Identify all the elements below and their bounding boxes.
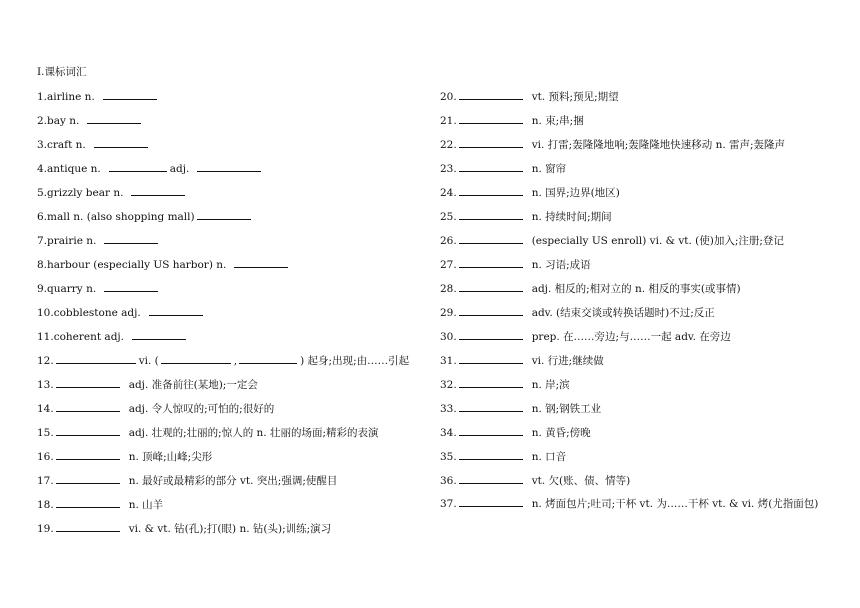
vocab-item-27: 27. n. 习语;成语	[440, 256, 822, 280]
vocab-item-5: 5.grizzly bear n.	[37, 184, 429, 208]
answer-blank[interactable]	[459, 424, 523, 436]
answer-blank[interactable]	[459, 328, 523, 340]
answer-blank[interactable]	[56, 352, 136, 364]
answer-blank[interactable]	[459, 160, 523, 172]
answer-blank[interactable]	[56, 376, 120, 388]
answer-blank[interactable]	[161, 352, 231, 364]
vocab-item-10: 10.cobblestone adj.	[37, 304, 429, 328]
answer-blank[interactable]	[131, 184, 185, 196]
vocab-item-3: 3.craft n.	[37, 136, 429, 160]
answer-blank[interactable]	[459, 472, 523, 484]
vocab-item-4: 4.antique n. adj.	[37, 160, 429, 184]
vocab-item-16: 16. n. 顶峰;山峰;尖形	[37, 448, 429, 472]
vocab-item-8: 8.harbour (especially US harbor) n.	[37, 256, 429, 280]
answer-blank[interactable]	[459, 352, 523, 364]
answer-blank[interactable]	[56, 424, 120, 436]
answer-blank[interactable]	[459, 208, 523, 220]
vocab-item-24: 24. n. 国界;边界(地区)	[440, 184, 822, 208]
vocab-item-34: 34. n. 黄昏;傍晚	[440, 424, 822, 448]
answer-blank[interactable]	[459, 304, 523, 316]
vocab-item-28: 28. adj. 相反的;相对立的 n. 相反的事实(或事情)	[440, 280, 822, 304]
vocab-item-17: 17. n. 最好或最精彩的部分 vt. 突出;强调;使醒目	[37, 472, 429, 496]
vocab-item-14: 14. adj. 令人惊叹的;可怕的;很好的	[37, 400, 429, 424]
answer-blank[interactable]	[459, 448, 523, 460]
vocab-item-19: 19. vi. & vt. 钻(孔);打(眼) n. 钻(头);训练;演习	[37, 520, 429, 544]
answer-blank[interactable]	[197, 208, 251, 220]
answer-blank[interactable]	[109, 160, 167, 172]
answer-blank[interactable]	[197, 160, 261, 172]
answer-blank[interactable]	[459, 280, 523, 292]
vocab-item-20: 20. vt. 预料;预见;期望	[440, 88, 822, 112]
answer-blank[interactable]	[459, 495, 523, 507]
answer-blank[interactable]	[56, 472, 120, 484]
vocab-item-15: 15. adj. 壮观的;壮丽的;惊人的 n. 壮丽的场面;精彩的表演	[37, 424, 429, 448]
answer-blank[interactable]	[104, 280, 158, 292]
vocab-item-13: 13. adj. 准备前往(某地);一定会	[37, 376, 429, 400]
vocab-item-33: 33. n. 钢;钢铁工业	[440, 400, 822, 424]
left-column	[37, 64, 429, 544]
answer-blank[interactable]	[56, 400, 120, 412]
answer-blank[interactable]	[459, 376, 523, 388]
vocab-item-31: 31. vi. 行进;继续做	[440, 352, 822, 376]
vocab-item-32: 32. n. 岸;滨	[440, 376, 822, 400]
right-column	[440, 88, 822, 540]
vocab-item-1: 1.airline n.	[37, 88, 429, 112]
vocab-item-23: 23. n. 窗帘	[440, 160, 822, 184]
answer-blank[interactable]	[459, 400, 523, 412]
answer-blank[interactable]	[87, 112, 141, 124]
vocab-item-21: 21. n. 束;串;捆	[440, 112, 822, 136]
answer-blank[interactable]	[103, 88, 157, 100]
answer-blank[interactable]	[459, 232, 523, 244]
vocab-item-35: 35. n. 口音	[440, 448, 822, 472]
vocab-item-6: 6.mall n. (also shopping mall)	[37, 208, 429, 232]
answer-blank[interactable]	[234, 256, 288, 268]
answer-blank[interactable]	[459, 88, 523, 100]
answer-blank[interactable]	[459, 136, 523, 148]
answer-blank[interactable]	[104, 232, 158, 244]
answer-blank[interactable]	[56, 520, 120, 532]
section-title: Ⅰ.课标词汇	[37, 66, 87, 78]
vocab-item-18: 18. n. 山羊	[37, 496, 429, 520]
vocab-item-30: 30. prep. 在……旁边;与……一起 adv. 在旁边	[440, 328, 822, 352]
answer-blank[interactable]	[56, 496, 120, 508]
answer-blank[interactable]	[94, 136, 148, 148]
vocab-item-29: 29. adv. (结束交谈或转换话题时)不过;反正	[440, 304, 822, 328]
answer-blank[interactable]	[239, 352, 297, 364]
vocab-item-22: 22. vi. 打雷;轰隆隆地响;轰隆隆地快速移动 n. 雷声;轰隆声	[440, 136, 822, 160]
vocab-item-37: 37. n. 烤面包片;吐司;干杯 vt. 为……干杯 vt. & vi. 烤(尤指面包)	[440, 492, 822, 540]
answer-blank[interactable]	[149, 304, 203, 316]
vocab-item-9: 9.quarry n.	[37, 280, 429, 304]
vocab-item-36: 36. vt. 欠(账、债、情等)	[440, 472, 822, 496]
vocab-item-25: 25. n. 持续时间;期间	[440, 208, 822, 232]
vocab-item-2: 2.bay n.	[37, 112, 429, 136]
answer-blank[interactable]	[459, 184, 523, 196]
answer-blank[interactable]	[56, 448, 120, 460]
vocab-item-7: 7.prairie n.	[37, 232, 429, 256]
answer-blank[interactable]	[459, 112, 523, 124]
vocab-item-12: 12. vi. ( , ) 起身;出现;由……引起	[37, 352, 429, 376]
vocab-item-26: 26. (especially US enroll) vi. & vt. (使)加入;注册;登记	[440, 232, 822, 256]
vocab-item-11: 11.coherent adj.	[37, 328, 429, 352]
answer-blank[interactable]	[132, 328, 186, 340]
answer-blank[interactable]	[459, 256, 523, 268]
